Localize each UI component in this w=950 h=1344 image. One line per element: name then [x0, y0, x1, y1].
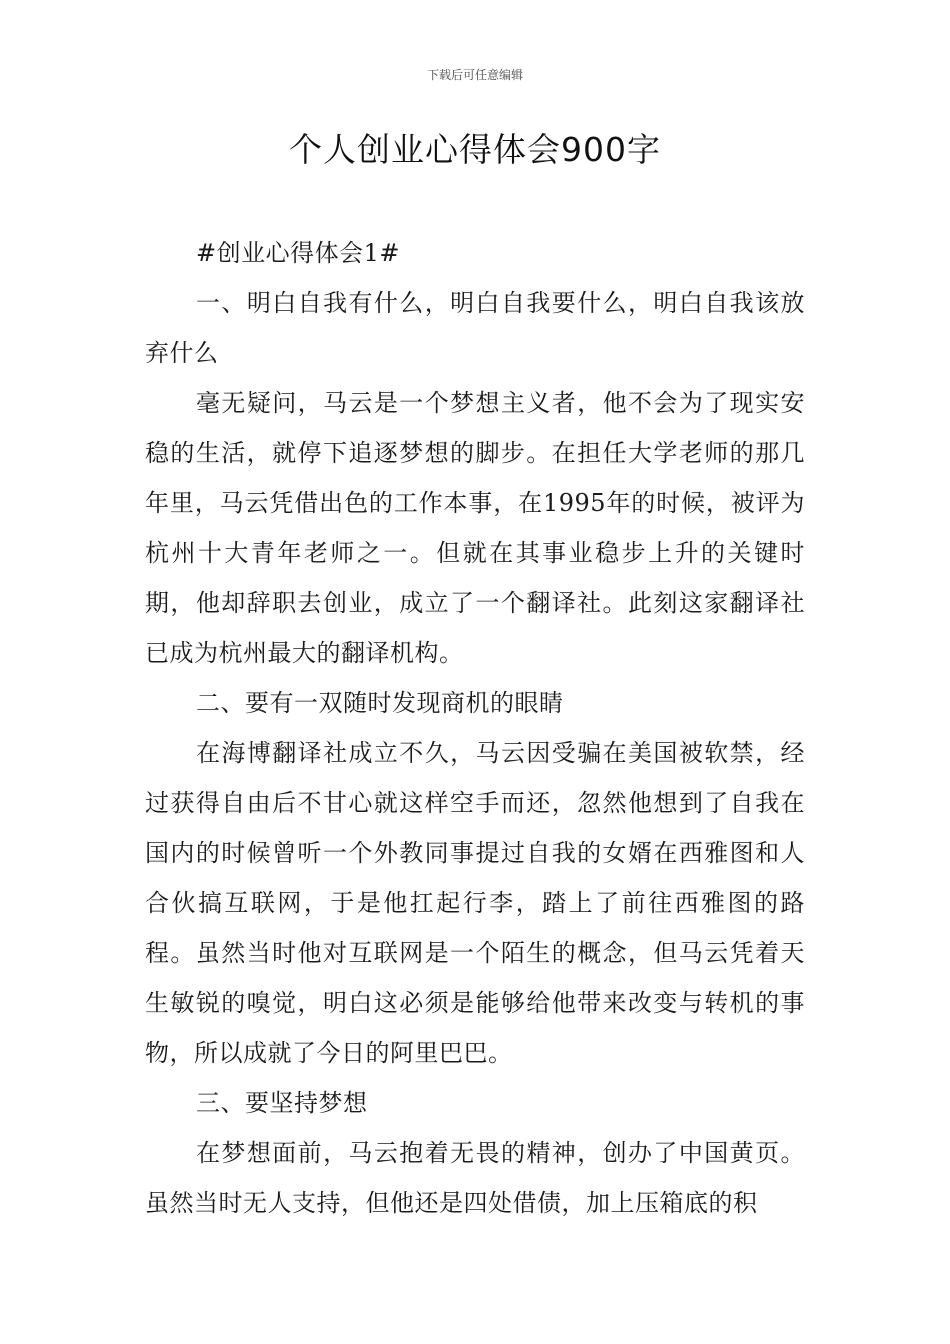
heading-2: 二、要有一双随时发现商机的眼睛 [196, 689, 564, 717]
heading-3: 三、要坚持梦想 [196, 1089, 368, 1117]
paragraph-3: 在梦想面前，马云抱着无畏的精神，创办了中国黄页。虽然当时无人支持，但他还是四处借债，加上压箱底的积 [145, 1139, 805, 1217]
header-note: 下载后可任意编辑 [426, 68, 523, 82]
document-title: 个人创业心得体会900字 [289, 130, 661, 169]
section-marker: #创业心得体会1# [196, 239, 400, 267]
paragraph-2: 在海博翻译社成立不久，马云因受骗在美国被软禁，经过获得自由后不甘心就这样空手而还，忽然他想到了自我在国内的时候曾听一个外教同事提过自我的女婿在西雅图和人合伙搞互联网，于是他扛起行李，踏上了前往西雅图的路程。虽然当时他对互联网是一个陌生的概念，但马云凭着天生敏锐的嗅觉，明白这必须是能够给他带来改变与转机的事物，所以成就了今日的阿里巴巴。 [145, 739, 805, 1067]
paragraph-1: 毫无疑问，马云是一个梦想主义者，他不会为了现实安稳的生活，就停下追逐梦想的脚步。在担任大学老师的那几年里，马云凭借出色的工作本事，在1995年的时候，被评为杭州十大青年老师之一。但就在其事业稳步上升的关键时期，他却辞职去创业，成立了一个翻译社。此刻这家翻译社已成为杭州最大的翻译机构。 [145, 389, 805, 667]
document-body [145, 228, 805, 1228]
heading-1: 一、明白自我有什么，明白自我要什么，明白自我该放弃什么 [145, 289, 805, 367]
